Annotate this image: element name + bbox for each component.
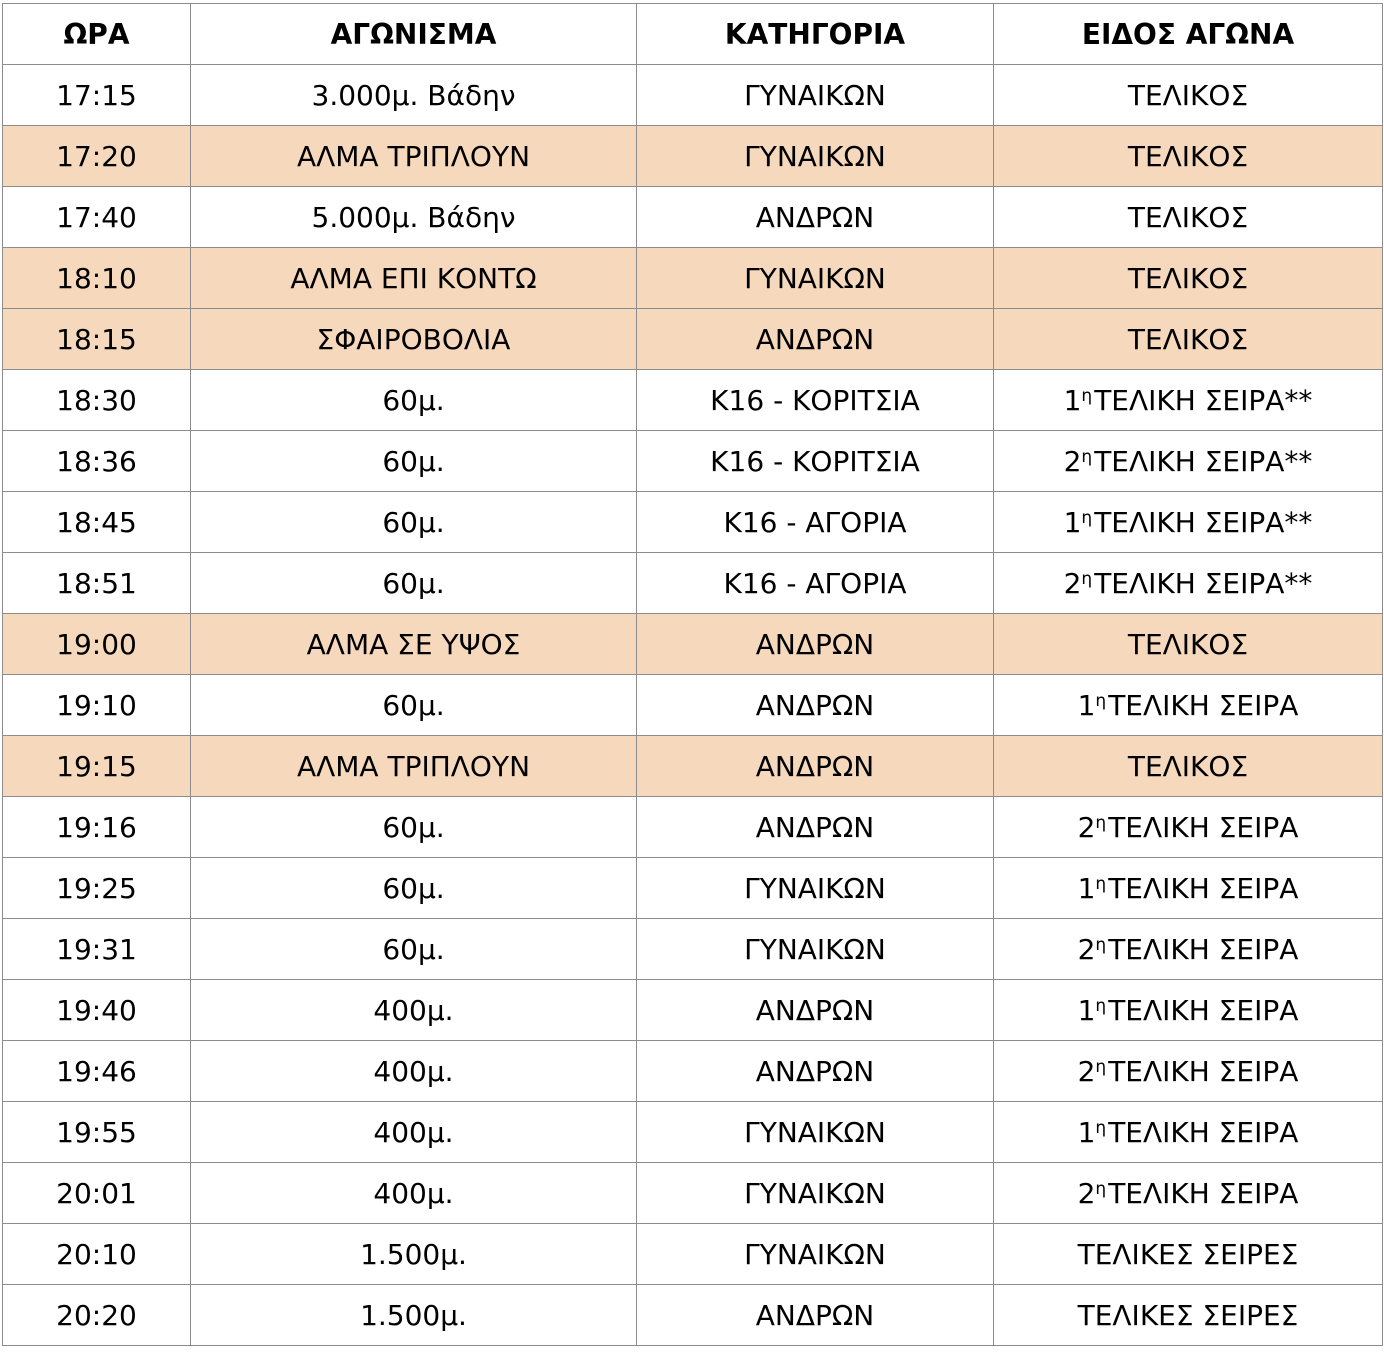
heat-number: 1 [1077, 1115, 1096, 1149]
race-type-cell [994, 1163, 1383, 1224]
heat-number: 2 [1077, 1054, 1096, 1088]
heat-number: 1 [1077, 688, 1096, 722]
event-cell: ΑΛΜΑ ΤΡΙΠΛΟΥΝ [191, 126, 637, 187]
time-cell: 17:20 [3, 126, 191, 187]
race-type-cell [994, 736, 1383, 797]
table-row [3, 1102, 1383, 1163]
event-cell: 1.500μ. [191, 1285, 637, 1346]
ordinal-suffix: η [1095, 995, 1107, 1016]
race-type-label: ΤΕΛΙΚΗ ΣΕΙΡΑ [1108, 1176, 1299, 1210]
event-cell: 1.500μ. [191, 1224, 637, 1285]
race-type-label: ΤΕΛΙΚΕΣ ΣΕΙΡΕΣ [1077, 1298, 1299, 1332]
header-race-type: ΕΙΔΟΣ ΑΓΩΝΑ [994, 4, 1383, 65]
category-cell: ΑΝΔΡΩΝ [637, 675, 994, 736]
time-cell: 18:45 [3, 492, 191, 553]
race-type-cell [994, 980, 1383, 1041]
ordinal-suffix: η [1081, 507, 1093, 528]
race-type-cell [994, 492, 1383, 553]
event-cell: 400μ. [191, 1041, 637, 1102]
table-row [3, 492, 1383, 553]
event-cell: 60μ. [191, 919, 637, 980]
header-category: ΚΑΤΗΓΟΡΙΑ [637, 4, 994, 65]
category-cell: ΓΥΝΑΙΚΩΝ [637, 126, 994, 187]
event-cell: 60μ. [191, 675, 637, 736]
race-type-cell [994, 431, 1383, 492]
time-cell: 18:36 [3, 431, 191, 492]
table-row [3, 1163, 1383, 1224]
race-type-label: ΤΕΛΙΚΗ ΣΕΙΡΑ [1108, 993, 1299, 1027]
heat-number: 1 [1077, 871, 1096, 905]
category-cell: ΑΝΔΡΩΝ [637, 736, 994, 797]
time-cell: 18:15 [3, 309, 191, 370]
event-cell: 5.000μ. Βάδην [191, 187, 637, 248]
table-row [3, 187, 1383, 248]
time-cell: 19:46 [3, 1041, 191, 1102]
table-row [3, 126, 1383, 187]
event-cell: 60μ. [191, 370, 637, 431]
schedule-header [3, 4, 1383, 65]
ordinal-suffix: η [1095, 690, 1107, 711]
race-type-cell [994, 1102, 1383, 1163]
category-cell: ΓΥΝΑΙΚΩΝ [637, 858, 994, 919]
heat-number: 1 [1063, 383, 1082, 417]
category-cell: ΑΝΔΡΩΝ [637, 187, 994, 248]
race-type-cell [994, 187, 1383, 248]
time-cell: 19:10 [3, 675, 191, 736]
ordinal-suffix: η [1095, 873, 1107, 894]
header-time: ΩΡΑ [3, 4, 191, 65]
race-type-cell [994, 65, 1383, 126]
time-cell: 19:40 [3, 980, 191, 1041]
race-type-label: ΤΕΛΙΚΟΣ [1127, 139, 1249, 173]
heat-number: 2 [1077, 1176, 1096, 1210]
race-type-cell [994, 1041, 1383, 1102]
header-event: ΑΓΩΝΙΣΜΑ [191, 4, 637, 65]
category-cell: Κ16 - ΚΟΡΙΤΣΙΑ [637, 431, 994, 492]
race-type-label: ΤΕΛΙΚΗ ΣΕΙΡΑ [1108, 871, 1299, 905]
time-cell: 19:16 [3, 797, 191, 858]
time-cell: 19:31 [3, 919, 191, 980]
event-cell: ΑΛΜΑ ΣΕ ΥΨΟΣ [191, 614, 637, 675]
time-cell: 19:15 [3, 736, 191, 797]
category-cell: ΓΥΝΑΙΚΩΝ [637, 65, 994, 126]
race-type-label: ΤΕΛΙΚΗ ΣΕΙΡΑ** [1094, 505, 1313, 539]
event-cell: 400μ. [191, 980, 637, 1041]
time-cell: 19:00 [3, 614, 191, 675]
heat-number: 2 [1063, 444, 1082, 478]
race-type-label: ΤΕΛΙΚΟΣ [1127, 200, 1249, 234]
category-cell: Κ16 - ΑΓΟΡΙΑ [637, 553, 994, 614]
ordinal-suffix: η [1095, 812, 1107, 833]
race-type-label: ΤΕΛΙΚΟΣ [1127, 749, 1249, 783]
time-cell: 19:25 [3, 858, 191, 919]
table-row [3, 309, 1383, 370]
race-type-cell [994, 370, 1383, 431]
event-cell: 60μ. [191, 553, 637, 614]
time-cell: 20:20 [3, 1285, 191, 1346]
category-cell: Κ16 - ΑΓΟΡΙΑ [637, 492, 994, 553]
event-cell: 60μ. [191, 492, 637, 553]
race-type-cell [994, 1285, 1383, 1346]
race-type-cell [994, 919, 1383, 980]
race-type-cell [994, 248, 1383, 309]
category-cell: ΓΥΝΑΙΚΩΝ [637, 1224, 994, 1285]
category-cell: ΓΥΝΑΙΚΩΝ [637, 248, 994, 309]
event-cell: 60μ. [191, 431, 637, 492]
schedule-table [2, 3, 1383, 1346]
category-cell: ΓΥΝΑΙΚΩΝ [637, 919, 994, 980]
race-type-label: ΤΕΛΙΚΕΣ ΣΕΙΡΕΣ [1077, 1237, 1299, 1271]
category-cell: ΑΝΔΡΩΝ [637, 1041, 994, 1102]
category-cell: ΑΝΔΡΩΝ [637, 980, 994, 1041]
table-row [3, 675, 1383, 736]
time-cell: 20:01 [3, 1163, 191, 1224]
ordinal-suffix: η [1095, 1117, 1107, 1138]
category-cell: ΑΝΔΡΩΝ [637, 797, 994, 858]
race-type-label: ΤΕΛΙΚΗ ΣΕΙΡΑ [1108, 688, 1299, 722]
race-type-cell [994, 858, 1383, 919]
race-type-cell [994, 553, 1383, 614]
heat-number: 2 [1077, 810, 1096, 844]
heat-number: 1 [1077, 993, 1096, 1027]
table-row [3, 431, 1383, 492]
table-row [3, 858, 1383, 919]
race-type-label: ΤΕΛΙΚΟΣ [1127, 261, 1249, 295]
event-cell: ΑΛΜΑ ΕΠΙ ΚΟΝΤΩ [191, 248, 637, 309]
race-type-label: ΤΕΛΙΚΗ ΣΕΙΡΑ** [1094, 566, 1313, 600]
ordinal-suffix: η [1081, 568, 1093, 589]
table-row [3, 370, 1383, 431]
race-type-label: ΤΕΛΙΚΗ ΣΕΙΡΑ** [1094, 444, 1313, 478]
race-type-label: ΤΕΛΙΚΗ ΣΕΙΡΑ [1108, 810, 1299, 844]
event-cell: 3.000μ. Βάδην [191, 65, 637, 126]
table-row [3, 614, 1383, 675]
table-row [3, 1285, 1383, 1346]
event-cell: 400μ. [191, 1102, 637, 1163]
event-cell: ΣΦΑΙΡΟΒΟΛΙΑ [191, 309, 637, 370]
event-cell: ΑΛΜΑ ΤΡΙΠΛΟΥΝ [191, 736, 637, 797]
category-cell: ΑΝΔΡΩΝ [637, 1285, 994, 1346]
race-type-label: ΤΕΛΙΚΟΣ [1127, 322, 1249, 356]
schedule-body [3, 65, 1383, 1346]
ordinal-suffix: η [1095, 1178, 1107, 1199]
race-type-label: ΤΕΛΙΚΗ ΣΕΙΡΑ [1108, 1054, 1299, 1088]
table-row [3, 919, 1383, 980]
race-type-cell [994, 614, 1383, 675]
table-row [3, 980, 1383, 1041]
time-cell: 20:10 [3, 1224, 191, 1285]
header-row [3, 4, 1383, 65]
heat-number: 1 [1063, 505, 1082, 539]
table-row [3, 65, 1383, 126]
table-row [3, 553, 1383, 614]
time-cell: 18:51 [3, 553, 191, 614]
race-type-cell [994, 309, 1383, 370]
heat-number: 2 [1077, 932, 1096, 966]
table-row [3, 248, 1383, 309]
race-type-cell [994, 797, 1383, 858]
time-cell: 18:10 [3, 248, 191, 309]
category-cell: ΓΥΝΑΙΚΩΝ [637, 1102, 994, 1163]
race-type-label: ΤΕΛΙΚΗ ΣΕΙΡΑ** [1094, 383, 1313, 417]
category-cell: ΑΝΔΡΩΝ [637, 614, 994, 675]
ordinal-suffix: η [1081, 446, 1093, 467]
table-row [3, 797, 1383, 858]
time-cell: 17:15 [3, 65, 191, 126]
ordinal-suffix: η [1095, 934, 1107, 955]
event-cell: 60μ. [191, 858, 637, 919]
race-type-cell [994, 1224, 1383, 1285]
race-type-cell [994, 675, 1383, 736]
race-type-label: ΤΕΛΙΚΗ ΣΕΙΡΑ [1108, 1115, 1299, 1149]
category-cell: ΓΥΝΑΙΚΩΝ [637, 1163, 994, 1224]
race-type-cell [994, 126, 1383, 187]
table-row [3, 736, 1383, 797]
race-type-label: ΤΕΛΙΚΟΣ [1127, 627, 1249, 661]
race-type-label: ΤΕΛΙΚΟΣ [1127, 78, 1249, 112]
heat-number: 2 [1063, 566, 1082, 600]
category-cell: Κ16 - ΚΟΡΙΤΣΙΑ [637, 370, 994, 431]
category-cell: ΑΝΔΡΩΝ [637, 309, 994, 370]
table-row [3, 1041, 1383, 1102]
time-cell: 17:40 [3, 187, 191, 248]
time-cell: 19:55 [3, 1102, 191, 1163]
race-type-label: ΤΕΛΙΚΗ ΣΕΙΡΑ [1108, 932, 1299, 966]
event-cell: 60μ. [191, 797, 637, 858]
event-cell: 400μ. [191, 1163, 637, 1224]
table-row [3, 1224, 1383, 1285]
time-cell: 18:30 [3, 370, 191, 431]
ordinal-suffix: η [1081, 385, 1093, 406]
ordinal-suffix: η [1095, 1056, 1107, 1077]
